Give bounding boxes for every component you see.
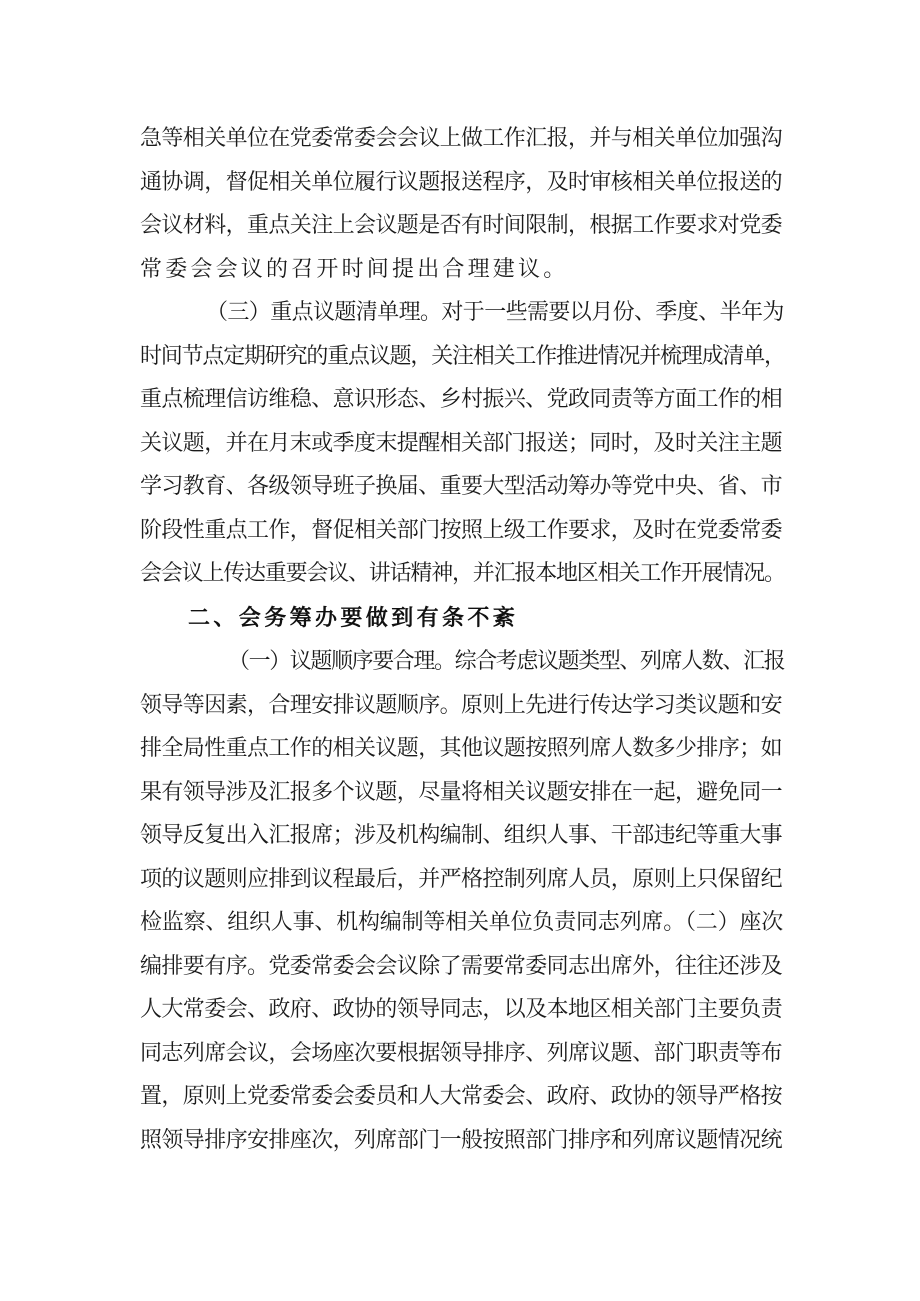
paragraph-line: （三）重点议题清单理。对于一些需要以月份、季度、半年为	[206, 300, 784, 325]
paragraph-line: 关议题，并在月末或季度末提醒相关部门报送；同时，及时关注主题	[140, 430, 783, 456]
paragraph-line: 急等相关单位在党委常委会会议上做工作汇报，并与相关单位加强沟	[140, 126, 783, 151]
paragraph-line: 会议材料，重点关注上会议题是否有时间限制，根据工作要求对党委	[140, 213, 783, 238]
paragraph-line: 领导反复出入汇报席；涉及机构编制、组织人事、干部违纪等重大事	[140, 823, 783, 848]
paragraph-line: 同志列席会议，会场座次要根据领导排序、列席议题、部门职责等布	[140, 1040, 783, 1066]
paragraph-line: 人大常委会、政府、政协的领导同志，以及本地区相关部门主要负责	[140, 997, 783, 1022]
paragraph-line: 检监察、组织人事、机构编制等相关单位负责同志列席。（二）座次	[140, 910, 784, 935]
paragraph-line: 重点梳理信访维稳、意识形态、乡村振兴、党政同责等方面工作的相	[140, 387, 783, 412]
paragraph-line: 果有领导涉及汇报多个议题，尽量将相关议题安排在一起，避免同一	[140, 779, 783, 805]
section-heading: 二、会务筹办要做到有条不紊	[188, 606, 519, 631]
paragraph-line: 编排要有序。党委常委会会议除了需要常委同志出席外，往往还涉及	[140, 953, 783, 979]
paragraph-line: 照领导排序安排座次，列席部门一般按照部门排序和列席议题情况统	[140, 1127, 783, 1153]
paragraph-line: 项的议题则应排到议程最后，并严格控制列席人员，原则上只保留纪	[140, 866, 783, 892]
paragraph-line: 时间节点定期研究的重点议题，关注相关工作推进情况并梳理成清单，	[140, 343, 785, 369]
paragraph-line: 会会议上传达重要会议、讲话精神，并汇报本地区相关工作开展情况。	[140, 561, 785, 586]
paragraph-line: 领导等因素，合理安排议题顺序。原则上先进行传达学习类议题和安	[140, 692, 783, 718]
paragraph-line: 常委会会议的召开时间提出合理建议。	[140, 256, 569, 282]
paragraph-line: （一）议题顺序要合理。综合考虑议题类型、列席人数、汇报	[228, 649, 785, 674]
paragraph-line: 置，原则上党委常委会委员和人大常委会、政府、政协的领导严格按	[140, 1084, 783, 1109]
paragraph-line: 阶段性重点工作，督促相关部门按照上级工作要求，及时在党委常委	[140, 517, 783, 543]
paragraph-line: 通协调，督促相关单位履行议题报送程序，及时审核相关单位报送的	[140, 169, 783, 195]
paragraph-line: 学习教育、各级领导班子换届、重要大型活动筹办等党中央、省、市	[140, 474, 783, 499]
paragraph-continuation	[140, 117, 785, 291]
paragraph-key-topics	[140, 291, 785, 596]
paragraph-line: 排全局性重点工作的相关议题，其他议题按照列席人数多少排序；如	[140, 736, 783, 761]
paragraph-meeting-arrangement	[140, 640, 785, 1162]
